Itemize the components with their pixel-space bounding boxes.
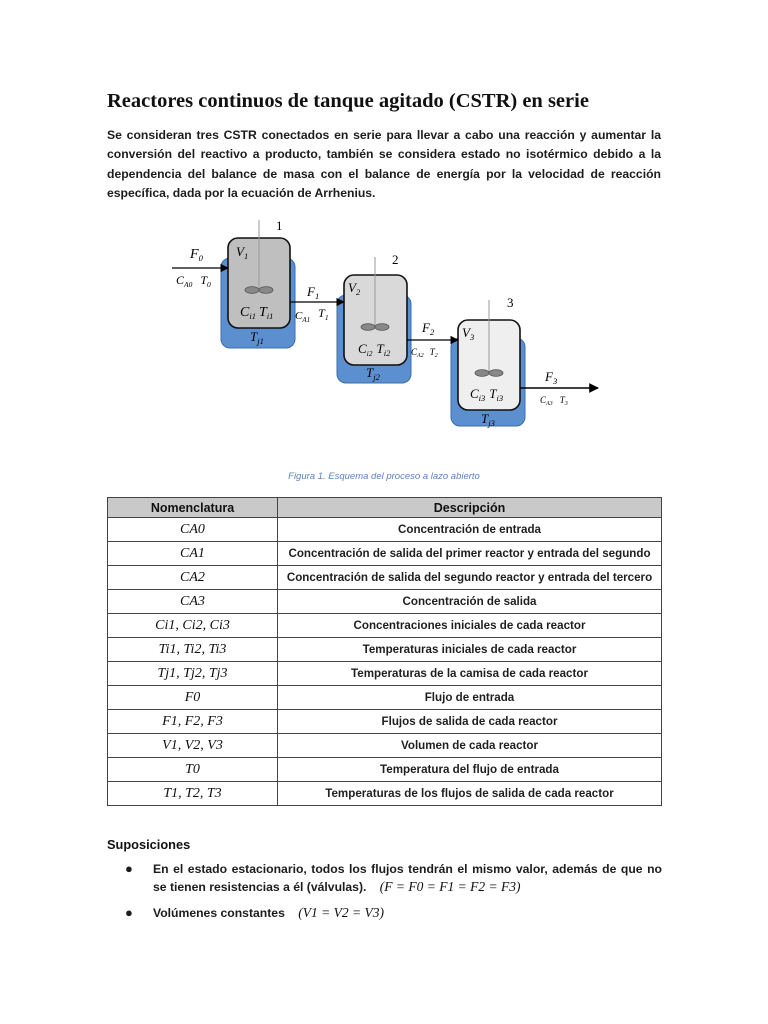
assumptions-list [107, 860, 662, 930]
reactor-2-number: 2 [392, 252, 399, 267]
symbol-cell: Ci1, Ci2, Ci3 [108, 614, 278, 638]
assumption-equation: (V1 = V2 = V3) [298, 905, 384, 920]
description-cell: Volumen de cada reactor [278, 734, 662, 758]
header-descripcion: Descripción [278, 498, 662, 518]
symbol-cell: Ti1, Ti2, Ti3 [108, 638, 278, 662]
bullet-icon: ● [125, 905, 133, 920]
nomenclature-table [107, 497, 662, 806]
stream-0-state-label: $C_{A0}$ $T_0$ [176, 273, 211, 289]
process-diagram [0, 0, 768, 470]
assumption-text: En el estado estacionario, todos los flujos tendrán el mismo valor, además de que no se tienen resistencias a él (válvulas). [153, 862, 662, 894]
table-row [108, 686, 662, 710]
table-row [108, 518, 662, 542]
symbol-cell: F1, F2, F3 [108, 710, 278, 734]
intro-paragraph: Se consideran tres CSTR conectados en serie para llevar a cabo una reacción y aumentar la conversión del reactivo a producto, también se considera estado no isotérmico debido a la dependencia del balance de masa con el balance de energía por la velocidad de reacción específica, dada por la ecuación de Arrhenius. [107, 128, 661, 200]
figure-caption: Figura 1. Esquema del proceso a lazo abierto [288, 471, 480, 482]
reactor-1-state-label: $C_{i1}$ $T_{i1}$ [240, 305, 274, 321]
table-row [108, 614, 662, 638]
description-cell: Flujo de entrada [278, 686, 662, 710]
reactor-3-volume-label: $V_3$ [462, 325, 475, 342]
stream-1-state-label: $C_{A1}$ $T_1$ [295, 306, 329, 324]
reactor-2-state-label: $C_{i2}$ $T_{i2}$ [358, 341, 391, 358]
symbol-cell: CA1 [108, 542, 278, 566]
table-row [108, 542, 662, 566]
symbol-cell: Tj1, Tj2, Tj3 [108, 662, 278, 686]
bullet-icon: ● [125, 861, 133, 876]
reactor-1-number: 1 [276, 218, 283, 233]
reactor-2-volume-label: $V_2$ [348, 280, 361, 297]
table-row [108, 758, 662, 782]
reactor-1-volume-label: $V_1$ [236, 244, 249, 261]
stream-3-state-label: $C_{A3}$ $T_3$ [540, 395, 568, 407]
description-cell: Temperaturas iniciales de cada reactor [278, 638, 662, 662]
symbol-cell: CA3 [108, 590, 278, 614]
description-cell: Concentración de salida [278, 590, 662, 614]
symbol-cell: T0 [108, 758, 278, 782]
table-row [108, 638, 662, 662]
table-header-row [108, 498, 662, 518]
header-nomenclatura: Nomenclatura [108, 498, 278, 518]
stream-2-state-label: $C_{A2}$ $T_2$ [411, 347, 438, 359]
table-row [108, 662, 662, 686]
reactor-2-jacket-label: $T_{j2}$ [366, 365, 380, 382]
table-row [108, 782, 662, 806]
table-row [108, 734, 662, 758]
stream-0-flow-label: $F_0$ [190, 247, 203, 263]
symbol-cell: T1, T2, T3 [108, 782, 278, 806]
stream-3-flow-label: $F_3$ [545, 369, 558, 386]
description-cell: Concentraciones iniciales de cada reactor [278, 614, 662, 638]
reactor-3-state-label: $C_{i3}$ $T_{i3}$ [470, 386, 504, 403]
description-cell: Concentración de salida del primer reactor y entrada del segundo [278, 542, 662, 566]
list-item [107, 904, 662, 922]
stream-1-flow-label: $F_1$ [307, 284, 320, 301]
description-cell: Temperaturas de la camisa de cada reactor [278, 662, 662, 686]
assumption-equation: (F = F0 = F1 = F2 = F3) [379, 879, 521, 894]
description-cell: Temperatura del flujo de entrada [278, 758, 662, 782]
description-cell: Concentración de salida del segundo reactor y entrada del tercero [278, 566, 662, 590]
symbol-cell: V1, V2, V3 [108, 734, 278, 758]
reactor-1-jacket-label: $T_{j1}$ [250, 329, 264, 346]
description-cell: Flujos de salida de cada reactor [278, 710, 662, 734]
reactor-3-jacket-label: $T_{j3}$ [481, 411, 495, 428]
reactor-3-number: 3 [507, 295, 514, 310]
stream-2-flow-label: $F_2$ [422, 320, 435, 337]
table-row [108, 590, 662, 614]
assumption-text: Volúmenes constantes [153, 906, 285, 920]
description-cell: Temperaturas de los flujos de salida de cada reactor [278, 782, 662, 806]
symbol-cell: F0 [108, 686, 278, 710]
description-cell: Concentración de entrada [278, 518, 662, 542]
table-row [108, 710, 662, 734]
list-item [107, 860, 662, 896]
symbol-cell: CA2 [108, 566, 278, 590]
symbol-cell: CA0 [108, 518, 278, 542]
page-title: Reactores continuos de tanque agitado (CSTR) en serie [107, 90, 589, 112]
assumptions-heading: Suposiciones [107, 837, 191, 852]
table-row [108, 566, 662, 590]
